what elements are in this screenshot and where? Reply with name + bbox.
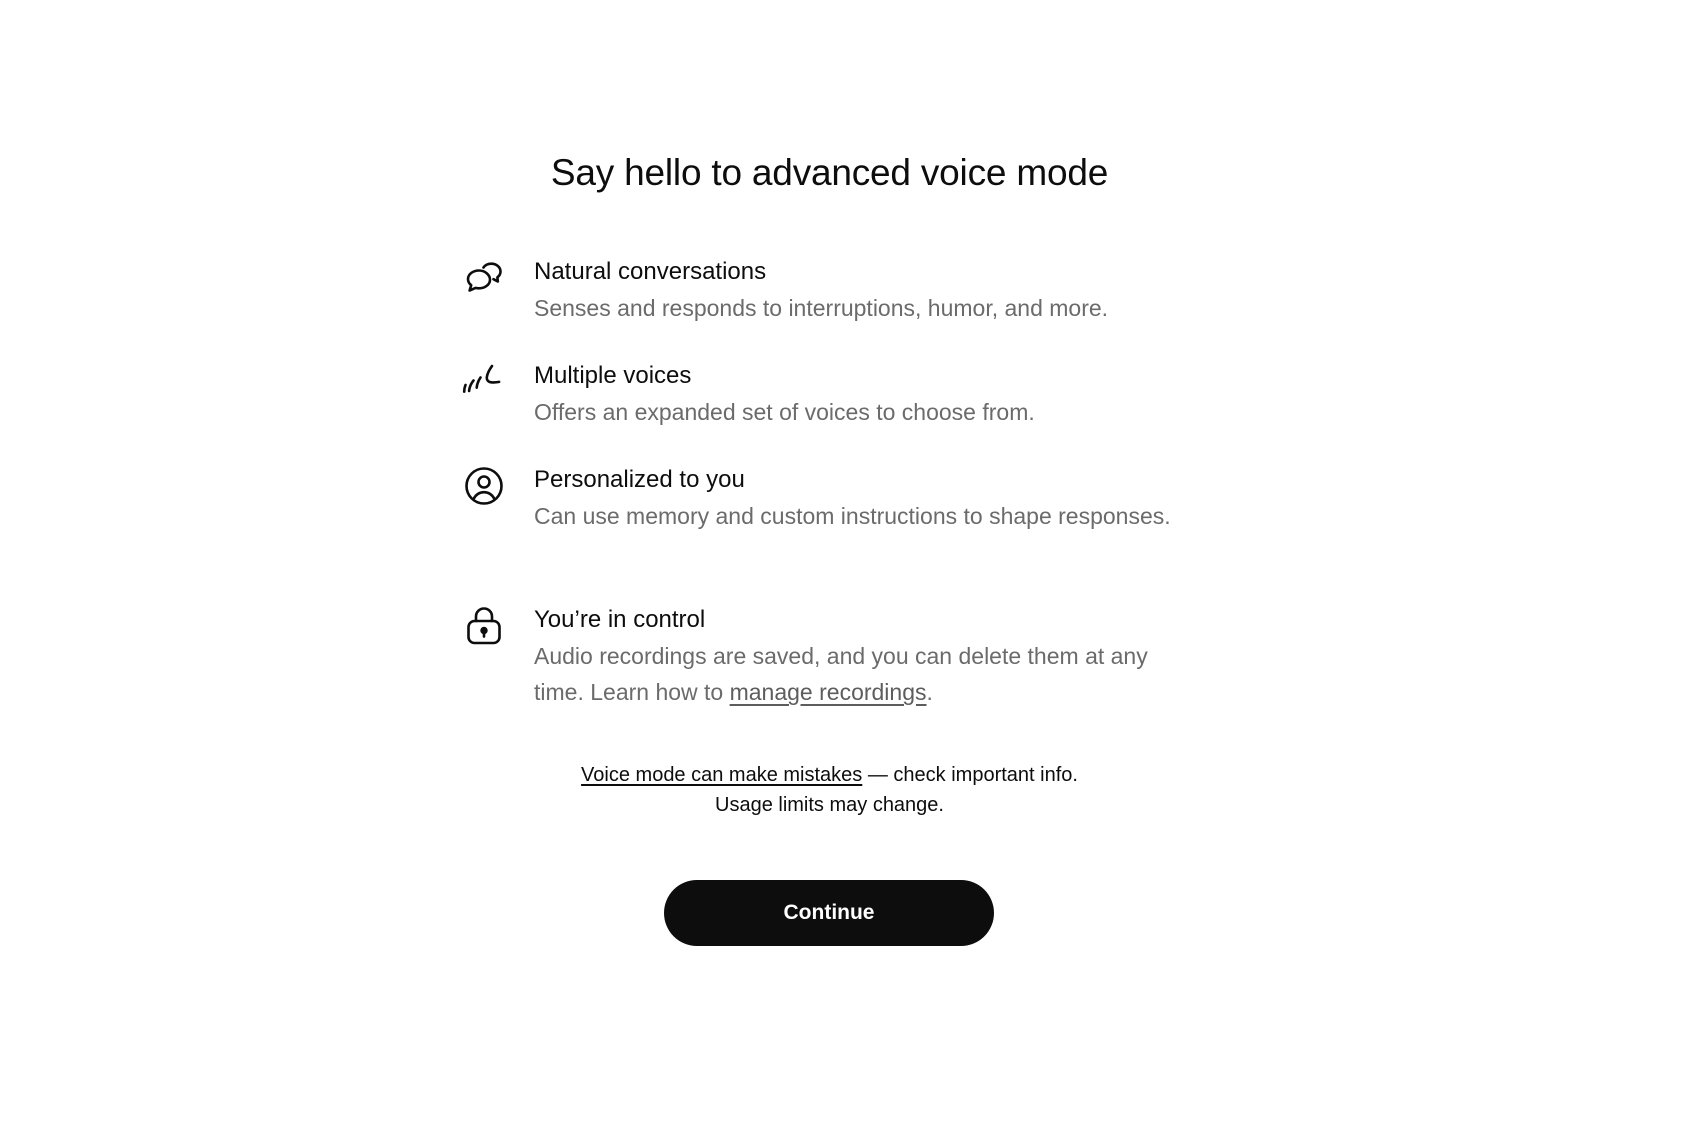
feature-description: Senses and responds to interruptions, humor, and more. <box>534 295 1109 321</box>
feature-title: You’re in control <box>534 606 706 633</box>
feature-description-suffix: . <box>926 679 933 705</box>
feature-description-text: Audio recordings are saved, and you can delete them at any time. Learn how to <box>534 643 1148 705</box>
feature-title: Natural conversations <box>534 258 767 285</box>
manage-recordings-link[interactable]: manage recordings <box>729 679 927 705</box>
feature-description: Can use memory and custom instructions to shape responses. <box>534 503 1171 529</box>
chat-bubbles-icon <box>462 256 506 300</box>
disclaimer <box>0 760 1659 820</box>
feature-description: Offers an expanded set of voices to choose from. <box>534 399 1035 425</box>
mistakes-info-link[interactable]: Voice mode can make mistakes <box>581 764 863 786</box>
continue-button[interactable]: Continue <box>664 880 994 946</box>
disclaimer-line-2: Usage limits may change. <box>715 794 944 816</box>
disclaimer-line-1 <box>0 760 1659 790</box>
feature-description <box>534 638 1182 710</box>
page-title: Say hello to advanced voice mode <box>550 152 1109 193</box>
feature-title: Personalized to you <box>534 466 745 493</box>
feature-title: Multiple voices <box>534 362 692 389</box>
user-circle-icon <box>462 464 506 508</box>
lock-icon <box>462 604 506 648</box>
voice-waves-icon <box>462 360 506 404</box>
disclaimer-text: — check important info. <box>862 764 1078 786</box>
